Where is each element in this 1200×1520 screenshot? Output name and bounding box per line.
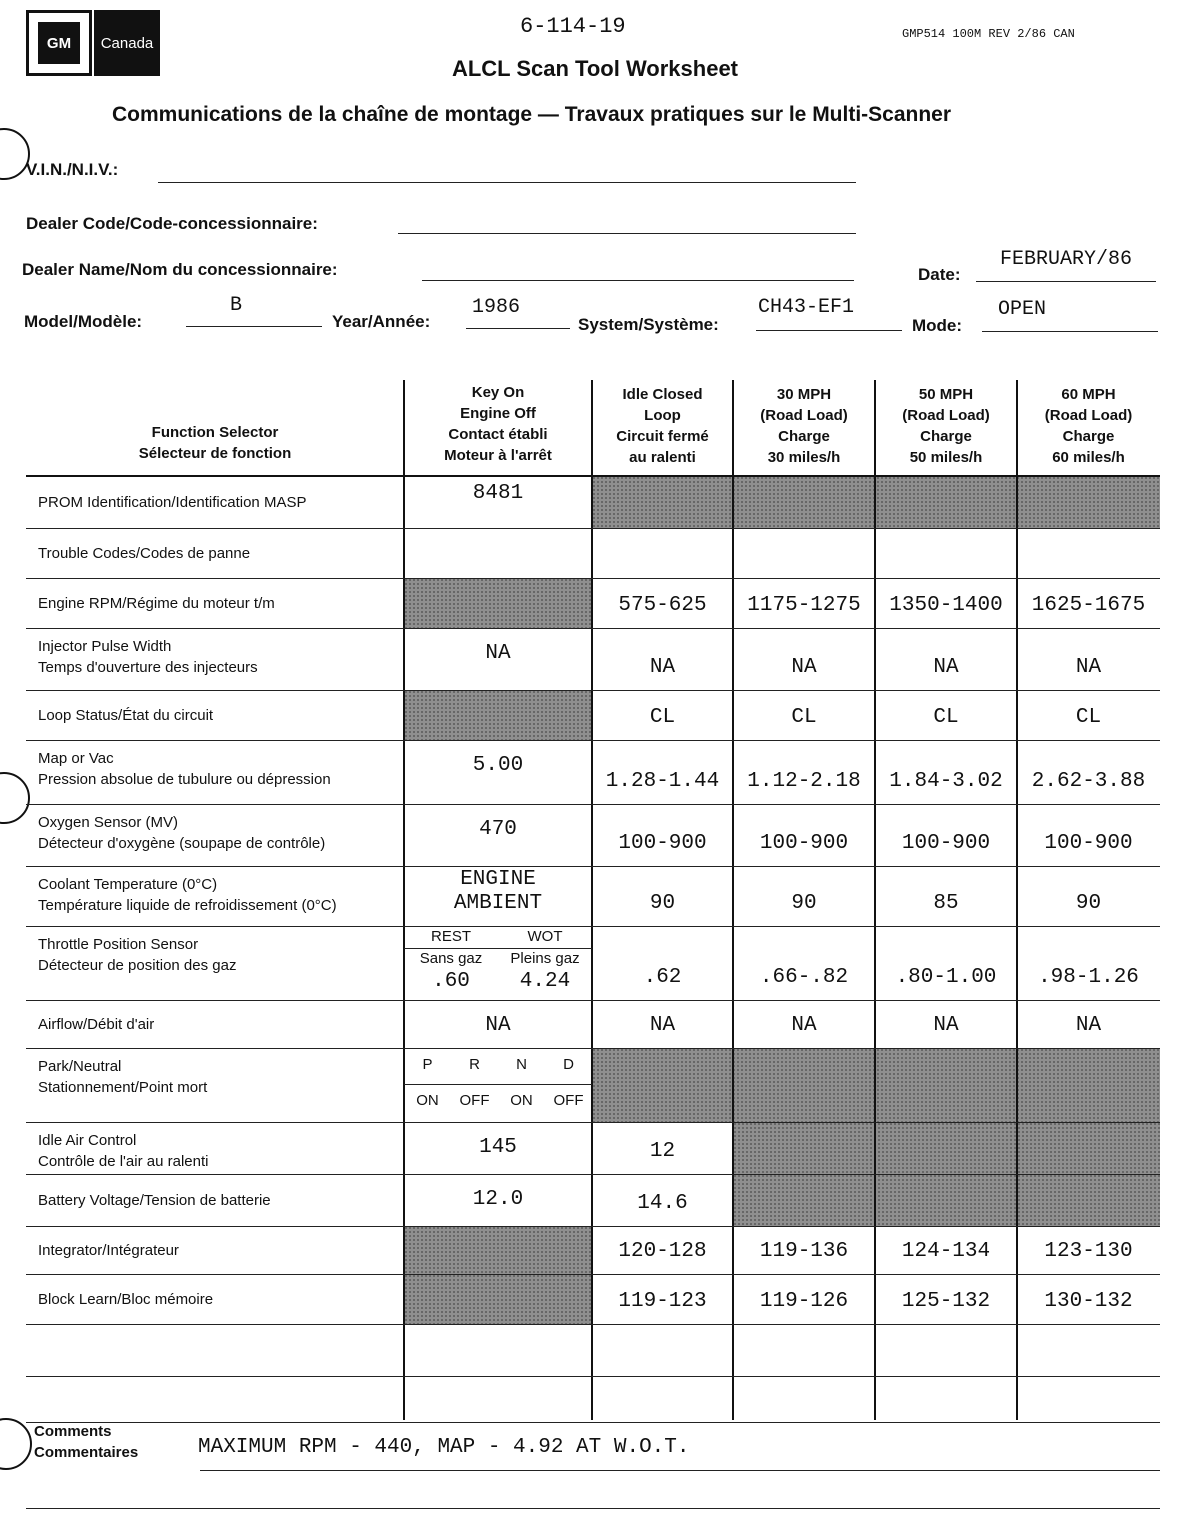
pn-divider	[404, 1084, 592, 1085]
table-cell-value: 12.0	[472, 1188, 524, 1211]
row-label	[38, 874, 337, 916]
row-label	[38, 492, 306, 513]
row-label-line: Battery Voltage/Tension de batterie	[38, 1191, 271, 1209]
row-divider	[26, 1376, 1160, 1377]
page-title: ALCL Scan Tool Worksheet	[451, 56, 739, 81]
row-divider	[26, 866, 1160, 867]
date-value: FEBRUARY/86	[1000, 248, 1133, 271]
table-cell-value: 1175-1275	[747, 594, 861, 617]
row-label	[38, 1014, 154, 1035]
table-cell-value: NA	[791, 1014, 817, 1037]
system-field[interactable]	[756, 330, 902, 331]
table-cell-value: 90	[1075, 892, 1102, 915]
column-header	[733, 384, 875, 468]
column-header	[1017, 384, 1160, 468]
year-label: Year/Année:	[332, 312, 431, 331]
row-label	[38, 934, 236, 976]
page-subtitle: Communications de la chaîne de montage — Travaux pratiques sur le Multi-Scanner	[112, 103, 952, 126]
column-header-line: (Road Load)	[902, 407, 990, 424]
document-number: 6-114-19	[520, 14, 626, 39]
comments-text: MAXIMUM RPM - 440, MAP - 4.92 AT W.O.T.	[198, 1436, 690, 1459]
row-label-line: Oxygen Sensor (MV)	[38, 814, 179, 831]
pn-n-label: N	[516, 1056, 527, 1073]
row-label-line: Coolant Temperature (0°C)	[38, 876, 218, 893]
tps-rest-label: REST	[430, 928, 471, 945]
row-label-line: Integrator/Intégrateur	[38, 1241, 179, 1259]
row-label-line: Injector Pulse Width	[38, 638, 172, 655]
table-cell-value: 8481	[472, 482, 524, 505]
shaded-cell	[733, 1174, 1160, 1226]
row-divider	[26, 690, 1160, 691]
row-divider	[26, 528, 1160, 529]
row-label-line: Idle Air Control	[38, 1132, 137, 1149]
year-value: 1986	[472, 296, 521, 319]
year-field[interactable]	[466, 328, 570, 329]
table-cell-value: CL	[791, 706, 817, 729]
shaded-cell	[592, 1048, 1160, 1122]
pn-off2-label: OFF	[553, 1092, 584, 1109]
column-header-line: Sélecteur de fonction	[138, 445, 292, 462]
gm-logo-text: GM	[38, 22, 80, 64]
row-label-line: Détecteur de position des gaz	[38, 957, 237, 974]
table-cell-value: NA	[933, 1014, 959, 1037]
pn-on2-label: ON	[510, 1092, 533, 1109]
row-label-line: Trouble Codes/Codes de panne	[38, 544, 251, 562]
row-label-line: Map or Vac	[38, 750, 114, 767]
row-label	[38, 812, 325, 854]
row-label	[38, 543, 250, 564]
pn-off1-label: OFF	[459, 1092, 490, 1109]
shaded-cell	[404, 578, 592, 628]
tps-pleins-label: Pleins gaz	[510, 950, 580, 967]
canada-logo: Canada	[94, 10, 160, 76]
column-header-line: 60 MPH	[1061, 386, 1116, 403]
table-cell-value: 5.00	[472, 754, 524, 777]
table-cell-value: 1.12-2.18	[747, 770, 861, 793]
column-header-line: Key On	[471, 384, 525, 401]
table-cell-value: .98-1.26	[1038, 966, 1139, 989]
row-label-line: Engine RPM/Régime du moteur t/m	[38, 594, 275, 612]
column-header-line: Charge	[920, 428, 972, 445]
row-label	[38, 1056, 207, 1098]
dealer-code-field[interactable]	[398, 233, 856, 234]
row-divider	[26, 1000, 1160, 1001]
table-cell-value: 470	[479, 818, 517, 841]
row-divider	[26, 740, 1160, 741]
shaded-cell	[592, 476, 1160, 528]
row-label-line: Block Learn/Bloc mémoire	[38, 1290, 214, 1308]
row-label-line: Température liquide de refroidissement (0°C)	[38, 897, 337, 914]
table-cell-value: 100-900	[1044, 832, 1133, 855]
table-cell-value: CL	[649, 706, 676, 729]
table-cell-value: NA	[649, 1014, 676, 1037]
row-divider	[26, 1048, 1160, 1049]
table-cell-value: 120-128	[618, 1240, 707, 1263]
comments-line[interactable]	[200, 1470, 1160, 1471]
column-header-line: Function Selector	[151, 424, 279, 441]
table-cell-value: 100-900	[618, 832, 707, 855]
row-label-line: Contrôle de l'air au ralenti	[38, 1153, 209, 1170]
column-header-line: Engine Off	[460, 405, 536, 422]
system-label: System/Système:	[578, 315, 719, 334]
table-cell-value: NA	[791, 656, 817, 679]
row-label	[38, 1190, 271, 1211]
row-divider	[26, 628, 1160, 629]
system-value: CH43-EF1	[758, 296, 855, 319]
column-header-line: 60 miles/h	[1052, 449, 1125, 466]
column-header-line: au ralenti	[629, 449, 696, 466]
table-cell-value: 119-126	[759, 1290, 849, 1313]
tps-wot-label: WOT	[527, 928, 563, 945]
row-label	[38, 1289, 213, 1310]
table-cell-value: 1625-1675	[1031, 594, 1146, 617]
mode-value: OPEN	[998, 298, 1047, 321]
table-cell-value: 124-134	[901, 1240, 991, 1263]
table-cell-value: NA	[485, 642, 511, 665]
row-label	[38, 1240, 179, 1261]
pn-d-label: D	[563, 1056, 574, 1073]
shaded-cell	[404, 1226, 592, 1274]
table-cell-value: 119-123	[618, 1290, 707, 1313]
punch-hole	[0, 1418, 32, 1470]
table-cell-value: 145	[479, 1136, 517, 1159]
table-cell-value: 12	[649, 1140, 676, 1163]
column-header-function	[26, 422, 404, 464]
table-cell-value: 90	[649, 892, 676, 915]
mode-label: Mode:	[912, 316, 963, 335]
table-cell-value: .80-1.00	[895, 966, 997, 989]
column-header-line: Moteur à l'arrêt	[444, 447, 552, 464]
table-cell-value: 119-136	[759, 1240, 849, 1263]
column-header	[404, 382, 592, 466]
row-label	[38, 748, 331, 790]
row-label-line: PROM Identification/Identification MASP	[38, 493, 307, 511]
table-cell-value: NA	[1075, 1014, 1102, 1037]
dealer-name-label: Dealer Name/Nom du concessionnaire:	[22, 260, 338, 279]
column-header-line: 30 miles/h	[767, 449, 841, 466]
vin-label: V.I.N./N.I.V.:	[26, 160, 119, 179]
shaded-cell	[733, 1122, 1160, 1174]
column-header	[592, 384, 733, 468]
pn-on1-label: ON	[416, 1092, 439, 1109]
table-cell-value: 2.62-3.88	[1031, 770, 1146, 793]
table-cell-value: 14.6	[637, 1192, 688, 1215]
row-divider	[26, 804, 1160, 805]
comments-line-2[interactable]	[26, 1508, 1160, 1509]
row-divider	[26, 1122, 1160, 1123]
row-label-line: Stationnement/Point mort	[38, 1079, 208, 1096]
comments-label: Comments	[34, 1423, 112, 1440]
coolant-engine-text: ENGINE	[460, 868, 536, 891]
row-label-line: Throttle Position Sensor	[38, 936, 199, 953]
row-label-line: Park/Neutral	[38, 1058, 122, 1075]
dealer-code-label: Dealer Code/Code-concessionnaire:	[26, 214, 318, 233]
table-cell-value: 575-625	[618, 594, 707, 617]
table-cell-value: .62	[643, 966, 682, 989]
row-label-line: Pression absolue de tubulure ou dépression	[38, 771, 331, 788]
row-divider	[26, 1422, 1160, 1423]
table-cell-value: 130-132	[1044, 1290, 1133, 1313]
table-cell-value: 85	[933, 892, 959, 915]
tps-rest_val: .60	[432, 970, 470, 993]
date-field[interactable]	[976, 281, 1156, 282]
table-cell-value: 1.84-3.02	[889, 770, 1003, 793]
row-label-line: Détecteur d'oxygène (soupape de contrôle)	[38, 835, 326, 852]
column-header-line: Contact établi	[448, 426, 548, 443]
table-cell-value: 123-130	[1044, 1240, 1133, 1263]
model-value: B	[230, 294, 243, 317]
coolant-ambient-text: AMBIENT	[453, 892, 543, 915]
row-divider	[26, 1226, 1160, 1227]
column-header-line: (Road Load)	[1044, 407, 1133, 424]
column-header-line: Charge	[1062, 428, 1115, 445]
shaded-cell	[404, 1274, 592, 1324]
row-divider	[26, 578, 1160, 579]
row-divider	[26, 1174, 1160, 1175]
row-divider	[26, 926, 1160, 927]
table-cell-value: 100-900	[759, 832, 849, 855]
date-label: Date:	[918, 265, 961, 284]
row-label-line: Loop Status/État du circuit	[38, 706, 214, 724]
table-cell-value: 90	[791, 892, 817, 915]
tps-divider	[404, 948, 592, 949]
column-header-line: 50 MPH	[918, 386, 974, 403]
row-label	[38, 593, 275, 614]
table-cell-value: 1350-1400	[889, 594, 1003, 617]
tps-wot_val: 4.24	[519, 970, 571, 993]
table-cell-value: CL	[933, 706, 959, 729]
table-cell-value: CL	[1075, 706, 1102, 729]
row-label-line: Temps d'ouverture des injecteurs	[38, 659, 258, 676]
column-header	[875, 384, 1017, 468]
row-label	[38, 705, 213, 726]
column-header-line: (Road Load)	[760, 407, 848, 424]
vin-field[interactable]	[158, 182, 856, 183]
header-divider	[26, 475, 1160, 477]
form-code: GMP514 100M REV 2/86 CAN	[902, 27, 1075, 41]
scan-table	[26, 380, 1160, 1420]
dealer-name-field[interactable]	[422, 280, 854, 281]
table-cell-value: NA	[485, 1014, 511, 1037]
pn-r-label: R	[469, 1056, 480, 1073]
model-field[interactable]	[186, 326, 322, 327]
pn-p-label: P	[422, 1056, 433, 1073]
column-header-line: Circuit fermé	[616, 428, 709, 445]
table-cell-value: .66-.82	[759, 966, 849, 989]
column-header-line: 50 miles/h	[909, 449, 983, 466]
row-divider	[26, 1274, 1160, 1275]
row-label	[38, 636, 258, 678]
comments-label-fr: Commentaires	[34, 1444, 139, 1461]
column-header-line: Idle Closed	[622, 386, 703, 403]
shaded-cell	[404, 690, 592, 740]
model-label: Model/Modèle:	[24, 312, 143, 331]
mode-field[interactable]	[982, 331, 1158, 332]
row-label	[38, 1130, 208, 1172]
table-cell-value: 1.28-1.44	[605, 770, 720, 793]
column-header-line: Charge	[778, 428, 830, 445]
table-cell-value: NA	[1075, 656, 1102, 679]
table-cell-value: 100-900	[901, 832, 991, 855]
table-cell-value: NA	[933, 656, 959, 679]
table-cell-value: 125-132	[901, 1290, 991, 1313]
table-cell-value: NA	[649, 656, 676, 679]
row-label-line: Airflow/Débit d'air	[38, 1015, 155, 1033]
row-divider	[26, 1324, 1160, 1325]
column-header-line: 30 MPH	[776, 386, 832, 403]
tps-sans-label: Sans gaz	[419, 950, 483, 967]
column-header-line: Loop	[644, 407, 681, 424]
